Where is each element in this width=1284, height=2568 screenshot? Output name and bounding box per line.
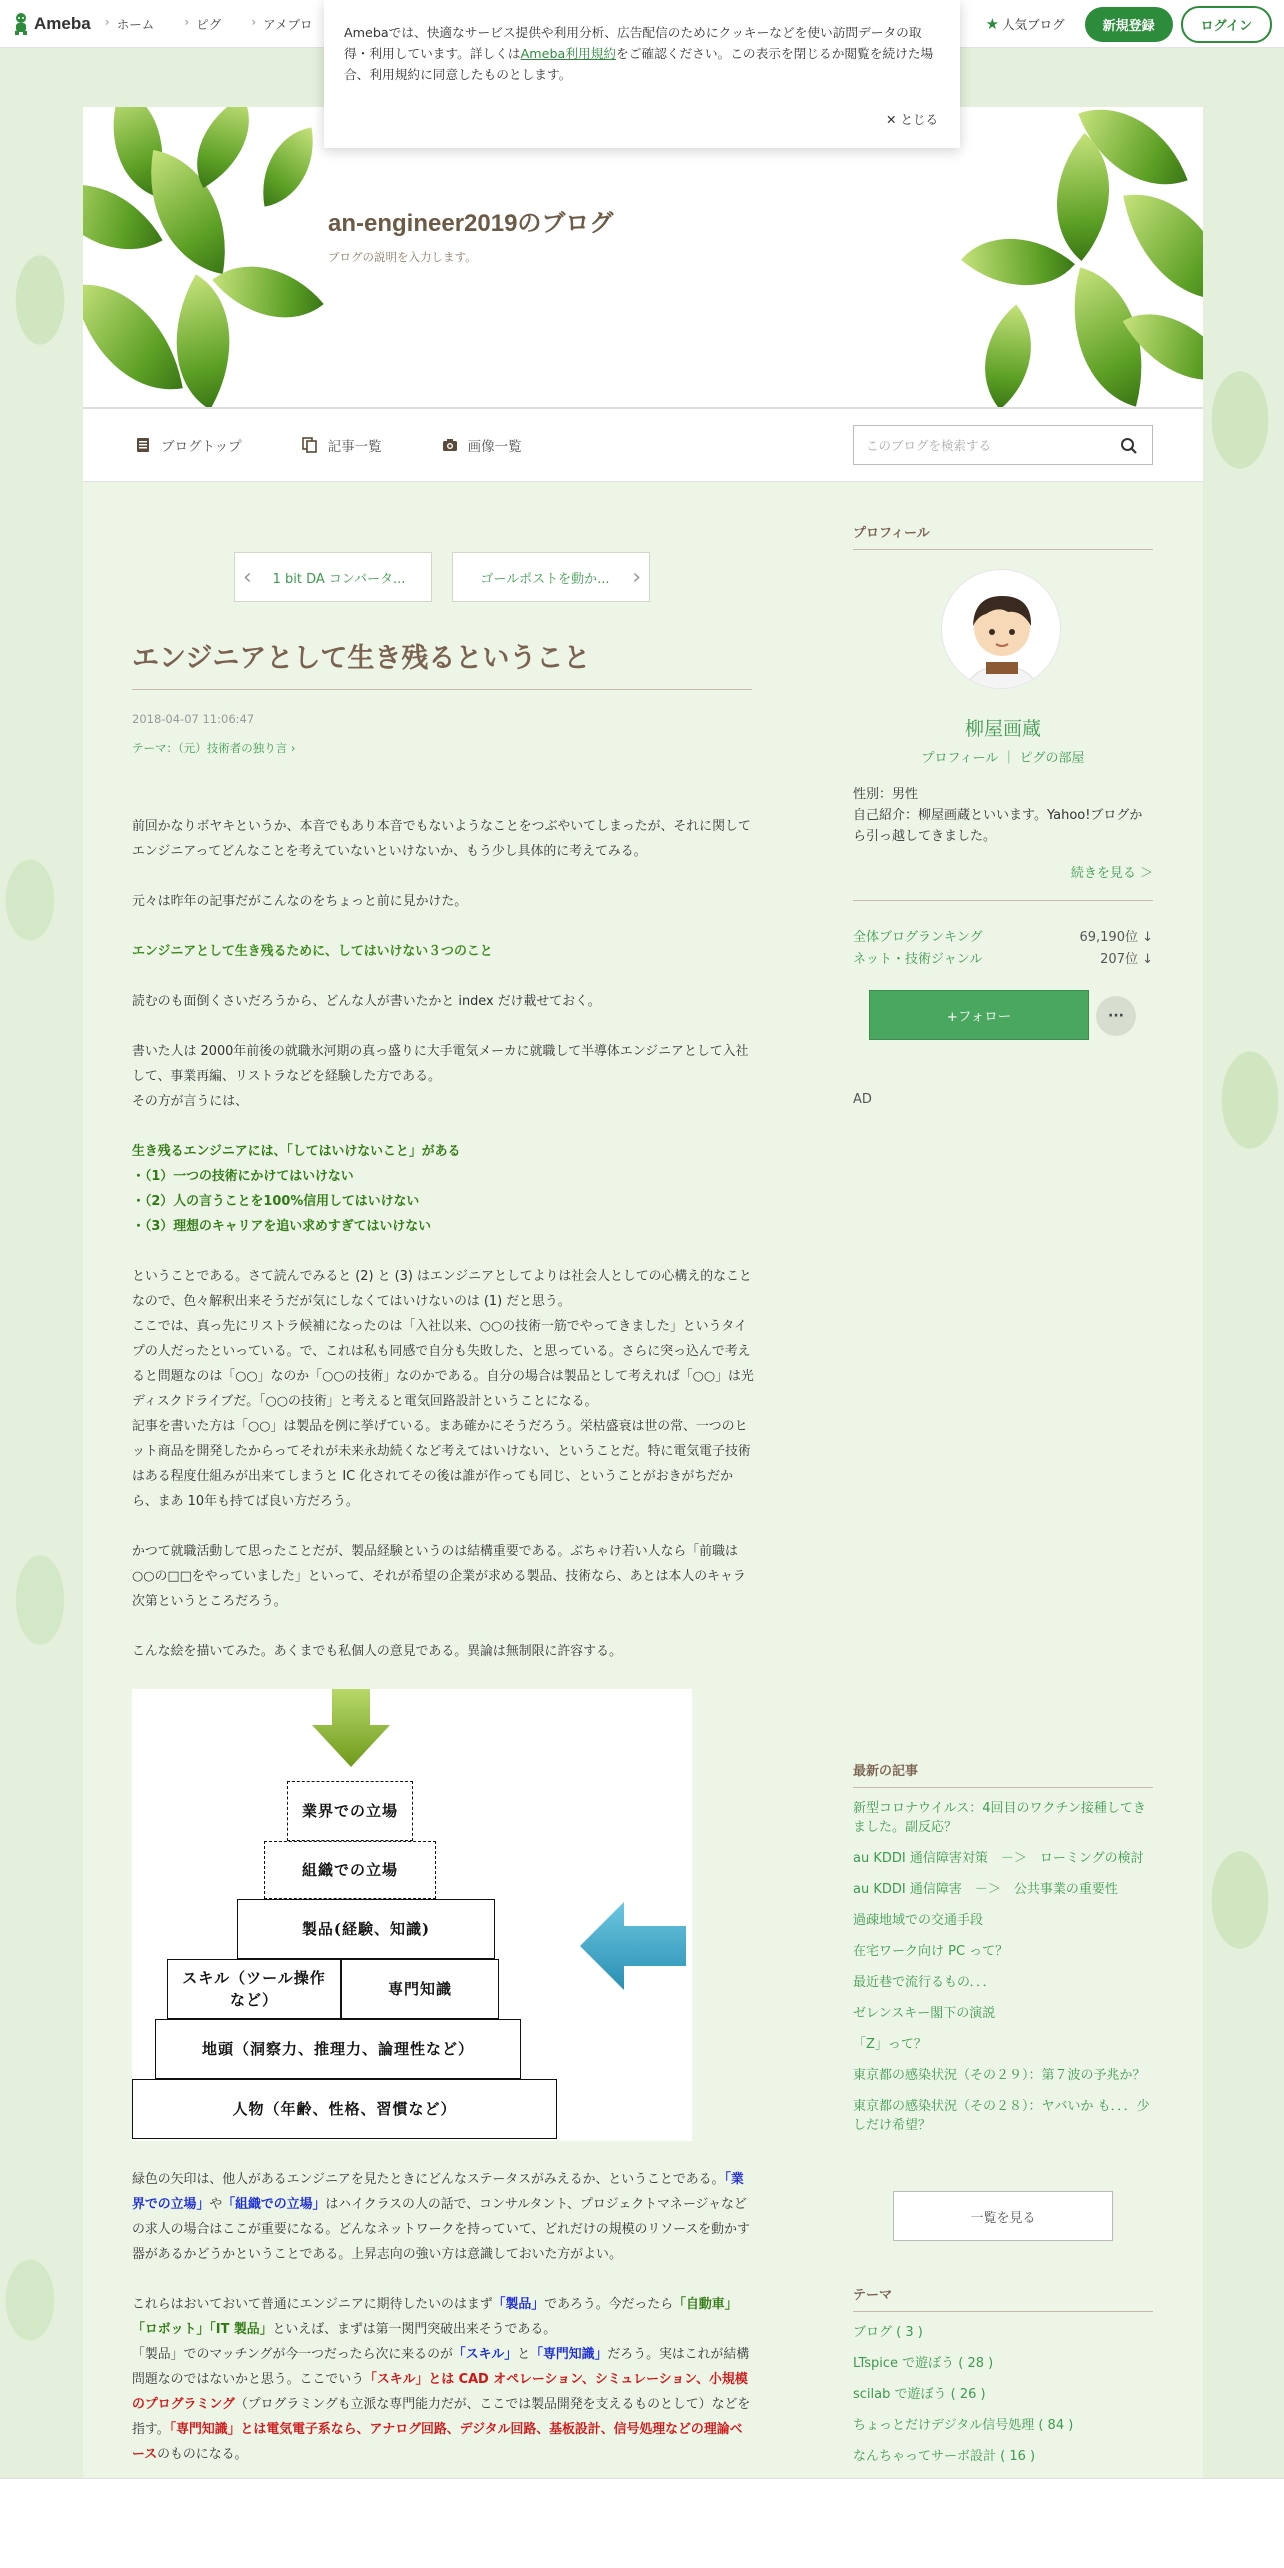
rank-all-value: 69,190位 ↓ (1079, 930, 1153, 945)
ranking-all[interactable] (853, 926, 1153, 945)
text-span: 「製品」でのマッチングが今一つだったら次に来るのが (132, 2347, 453, 2362)
paragraph (132, 2167, 754, 2267)
logo-text: Ameba (34, 13, 91, 33)
text-span: 緑色の矢印は、他人があるエンジニアを見たときにどんなステータスがみえるか、ということである。 (132, 2172, 725, 2187)
login-button[interactable]: ログイン (1181, 6, 1272, 43)
recent-item[interactable]: 最近巷で流行るもの．．． (853, 1975, 996, 1990)
theme-item[interactable]: なんちゃってサーボ設計 ( 16 ) (853, 2449, 1036, 2464)
nav-image-list[interactable] (442, 435, 522, 455)
paragraph: 読むのも面倒くさいだろうから、どんな人が書いたかと index だけ載せておく。 (132, 994, 601, 1009)
pager (234, 552, 650, 602)
recent-item[interactable]: 東京都の感染状況（その２９）：第７波の予兆か？ (853, 2068, 1146, 2083)
paragraph: 前回かなりボヤキというか、本音でもあり本音でもないようなことをつぶやいてしまったが、それに関してエンジニアってどんなことを考えていないといけないか、もう少し具体的に考えてみる。 (132, 819, 751, 859)
reference-link[interactable]: エンジニアとして生き残るために、してはいけない３つのこと (132, 944, 493, 959)
register-button[interactable]: 新規登録 (1085, 7, 1173, 42)
foundation-box: 地頭（洞察力、推理力、論理性など） (155, 2019, 521, 2079)
blog-description: ブログの説明を入力します。 (328, 250, 477, 264)
paragraph: 元々は昨年の記事だがこんなのをちょっと前に見かけた。 (132, 894, 468, 909)
more-options-button[interactable]: ··· (1096, 996, 1136, 1036)
skill-box: スキル（ツール操作など） (167, 1959, 341, 2019)
cookie-notice (324, 0, 960, 148)
global-nav (105, 15, 343, 33)
recent-item[interactable]: ゼレンスキー閣下の演説 (853, 2006, 996, 2021)
theme-heading (853, 2284, 1153, 2312)
nav-blog-top[interactable] (135, 435, 242, 455)
recent-heading-text: 最新の記事 (853, 1760, 1153, 1788)
main-content (83, 482, 1203, 2568)
paragraph: 記事を書いた方は「○○」は製品を例に挙げている。まあ確かにそうだろう。栄枯盛衰は世の常、一つのヒット商品を開発したからってそれが未来永劫続くなど考えてはいけない、ということだ。特に電気電子技術はある程度仕組みが出来てしまうと IC 化されてその後は誰が作っても同じ、ということがおきがちだから、まあ 10年も持てば良い方だろう。 (132, 1419, 751, 1509)
popular-blog-link[interactable] (986, 15, 1065, 33)
profile-info (853, 784, 1153, 847)
profile-heading-text: プロフィール (853, 522, 1153, 550)
text-span: 「業界での立場」 (132, 2172, 744, 2212)
quote-item: ・（2）人の言うことを100%信用してはいけない (132, 1194, 420, 1209)
paragraph (132, 2292, 754, 2342)
nav-blog-top-label: ブログトップ (161, 439, 242, 455)
bottom-ad-bar (0, 2478, 1284, 2568)
star-icon: ★ (985, 15, 1000, 33)
article-date: 2018-04-07 11:06:47 (132, 712, 255, 726)
text-span: 「専門知識」 (530, 2347, 608, 2362)
arrow-left-icon (580, 1902, 688, 1990)
text-span: と (517, 2347, 531, 2362)
text-span: のものになる。 (157, 2447, 248, 2462)
text-span: だろう。実はこれが結構問題なのではないかと思う。ここでいう (132, 2347, 750, 2387)
paragraph: かつて就職活動して思ったことだが、製品経験というのは結構重要である。ぶちゃけ若い人なら「前職は○○の□□をやっていました」といって、それが希望の企業が求める製品、技術なら、あとは本人のキャラ次第というところだろう。 (132, 1544, 746, 1609)
industry-position-box: 業界での立場 (287, 1781, 413, 1841)
rank-genre-label: ネット・技術ジャンル (853, 952, 983, 967)
paragraph: 書いた人は 2000年前後の就職氷河期の真っ盛りに大手電気メーカに就職して半導体エンジニアとして入社して、事業再編、リストラなどを経験した方である。 (132, 1044, 749, 1084)
copy-icon (302, 437, 318, 453)
article-body-top (132, 814, 754, 1664)
profile-intro: 自己紹介：柳屋画蔵といいます。Yahoo!ブログから引っ越してきました。 (853, 808, 1143, 844)
divider (853, 900, 1153, 901)
profile-gender: 性別：男性 (853, 787, 919, 802)
person-box: 人物（年齢、性格、習慣など） (132, 2079, 557, 2139)
product-box: 製品(経験、知識) (237, 1899, 495, 1959)
text-span: はハイクラスの人の話で、コンサルタント、プロジェクトマネージャなどの求人の場合はここが重要になる。どんなネットワークを持っていて、どれだけの規模のリソースを動かす器があるかどうかということである。上昇志向の強い方は意識しておいた方がよい。 (132, 2197, 750, 2262)
recent-item[interactable]: 東京都の感染状況（その２８）：ヤバいか も．．．少しだけ希望？ (853, 2099, 1150, 2133)
article-body-bottom (132, 2167, 754, 2467)
paragraph: その方が言うには、 (132, 1094, 249, 1109)
gnav-pigg[interactable]: › ピグ (184, 15, 221, 33)
avatar-image (942, 570, 1061, 689)
recent-list (853, 1799, 1153, 2147)
pyramid-figure[interactable] (132, 1689, 692, 2141)
arrow-down-icon (312, 1689, 390, 1769)
document-icon (135, 437, 151, 453)
next-article-button[interactable] (452, 552, 650, 602)
search-icon[interactable] (1120, 437, 1138, 455)
expertise-box: 専門知識 (341, 1959, 499, 2019)
paragraph (132, 2342, 754, 2467)
quote-item: ・（3）理想のキャリアを追い求めすぎてはいけない (132, 1219, 432, 1234)
text-span: 「自動車」「ロボット」「IT 製品」 (132, 2297, 738, 2337)
recent-item[interactable]: 在宅ワーク向け PC って？ (853, 1944, 1009, 1959)
follow-button[interactable]: +フォロー (869, 990, 1089, 1040)
blog-header (83, 107, 1203, 409)
text-span: 「専門知識」とは電気電子系なら、アナログ回路、デジタル回路、基板設計、信号処理などの理論ベース (132, 2422, 743, 2462)
recent-item[interactable]: 過疎地域での交通手段 (853, 1913, 984, 1928)
avatar[interactable] (941, 569, 1061, 689)
rank-all-label: 全体ブログランキング (853, 930, 983, 945)
close-icon: ✕ (886, 112, 901, 127)
read-more-link[interactable]: 続きを見る ＞ (1070, 866, 1153, 881)
camera-icon (442, 437, 458, 453)
chevron-right-icon: › (632, 564, 641, 590)
theme-item[interactable]: ちょっとだけデジタル信号処理 ( 84 ) (853, 2418, 1074, 2433)
cookie-text-1: Amebaでは、快適なサービス提供や利用分析、広告配信のためにクッキーなどを使い訪問データの取得・利用しています。詳しくは (344, 25, 922, 61)
text-span: 「スキル」とは CAD オペレーション、シミュレーション、小規模のプログラミング (132, 2372, 748, 2412)
search-placeholder: このブログを検索する (866, 438, 992, 453)
profile-links: プロフィール ｜ ピグの部屋 (921, 751, 1085, 766)
profile-link[interactable]: プロフィール (921, 751, 999, 766)
theme-item[interactable]: LTspice で遊ぼう ( 28 ) (853, 2356, 994, 2371)
article-title[interactable]: エンジニアとして生き残るということ (132, 636, 752, 690)
ameba-mascot-icon (12, 12, 30, 36)
recent-item[interactable]: au KDDI 通信障害対策 －＞ ローミングの検討 (853, 1851, 1144, 1866)
terms-link[interactable]: Ameba利用規約 (520, 46, 617, 61)
pig-room-link[interactable]: ピグの部屋 (1019, 751, 1085, 766)
blog-title[interactable]: an-engineer2019のブログ (328, 210, 614, 237)
blog-nav (83, 409, 1203, 482)
nav-article-list[interactable] (302, 435, 382, 455)
ranking-genre[interactable] (853, 948, 1153, 967)
top-actions (986, 0, 1284, 48)
recent-item[interactable]: 新型コロナウイルス：4回目のワクチン接種してきました。副反応？ (853, 1801, 1146, 1835)
text-span: 「製品」 (492, 2297, 545, 2312)
gnav-home[interactable]: › ホーム (105, 15, 155, 33)
theme-item[interactable]: scilab で遊ぼう ( 26 ) (853, 2387, 986, 2402)
gnav-ameblo[interactable]: › アメブロ (251, 15, 312, 33)
quote-heading: 生き残るエンジニアには、「してはいけないこと」がある (132, 1144, 461, 1159)
prev-article-label: 1 bit DA コンバータ... (272, 571, 406, 587)
text-span: や (209, 2197, 223, 2212)
paragraph: ということである。さて読んでみると (2) と (3) はエンジニアとしてよりは社会人としての心構え的なことなので、色々解釈出来そうだが気にしなくてはいけないのは (1) だと思う。 (132, 1269, 752, 1309)
recent-heading (853, 1760, 1153, 1788)
text-span: これらはおいておいて普通にエンジニアに期待したいのはまず (132, 2297, 493, 2312)
cookie-text-2: をご確認ください。この表示を閉じるか閲覧を続けた場合、利用規約に同意したものとします。 (344, 46, 934, 82)
next-article-label: ゴールポストを動か... (480, 571, 610, 587)
paragraph: ここでは、真っ先にリストラ候補になったのは「入社以来、○○の技術一筋でやってきました」というタイプの人だったといっている。で、これは私も同感で自分も失敗した、と思っている。さらに突っ込んで考えると問題なのは「○○」なのか「○○の技術」なのかである。自分の場合は製品として考えれば「○○」は光ディスクドライブだ。「○○の技術」と考えると電気回路設計ということになる。 (132, 1319, 754, 1409)
text-span: 「スキル」 (452, 2347, 518, 2362)
chevron-left-icon: ‹ (243, 564, 252, 590)
profile-name[interactable]: 柳屋画蔵 (964, 718, 1041, 740)
article-theme-label: テーマ：（元）技術者の独り言 (132, 741, 288, 755)
paragraph: こんな絵を描いてみた。あくまでも私個人の意見である。異論は無制限に許容する。 (132, 1644, 622, 1659)
cookie-close-label: とじる (900, 112, 938, 127)
text-span: （プログラミングも立派な専門能力だが、ここでは製品開発を支えるものとして）などを指す。 (132, 2397, 751, 2437)
popular-blog-label: 人気ブログ (1002, 17, 1065, 32)
prev-article-button[interactable] (234, 552, 432, 602)
recent-item[interactable]: 「Z」って？ (853, 2037, 927, 2052)
cookie-close-button[interactable] (886, 109, 938, 130)
profile-heading (853, 522, 1153, 550)
ad-label: AD (853, 1092, 872, 1107)
article-theme-link[interactable]: テーマ：（元）技術者の独り言 › (132, 741, 296, 755)
nav-article-list-label: 記事一覧 (327, 439, 382, 455)
text-span: といえば、まずは第一関門突破出来そうである。 (272, 2322, 557, 2337)
blog-search-input[interactable] (853, 425, 1153, 465)
text-span: であろう。今だったら (544, 2297, 674, 2312)
quote-item: ・（1）一つの技術にかけてはいけない (132, 1169, 354, 1184)
recent-item[interactable]: au KDDI 通信障害 －＞ 公共事業の重要性 (853, 1882, 1118, 1897)
nav-image-list-label: 画像一覧 (467, 439, 522, 455)
ameba-logo[interactable] (12, 12, 91, 36)
theme-heading-text: テーマ (853, 2284, 1153, 2312)
theme-item[interactable]: ブログ ( 3 ) (853, 2325, 923, 2340)
rank-genre-value: 207位 ↓ (1100, 952, 1153, 967)
org-position-box: 組織での立場 (264, 1841, 436, 1899)
text-span: 「組織での立場」 (222, 2197, 326, 2212)
theme-list (853, 2323, 1153, 2478)
see-all-button[interactable]: 一覧を見る (893, 2191, 1113, 2241)
